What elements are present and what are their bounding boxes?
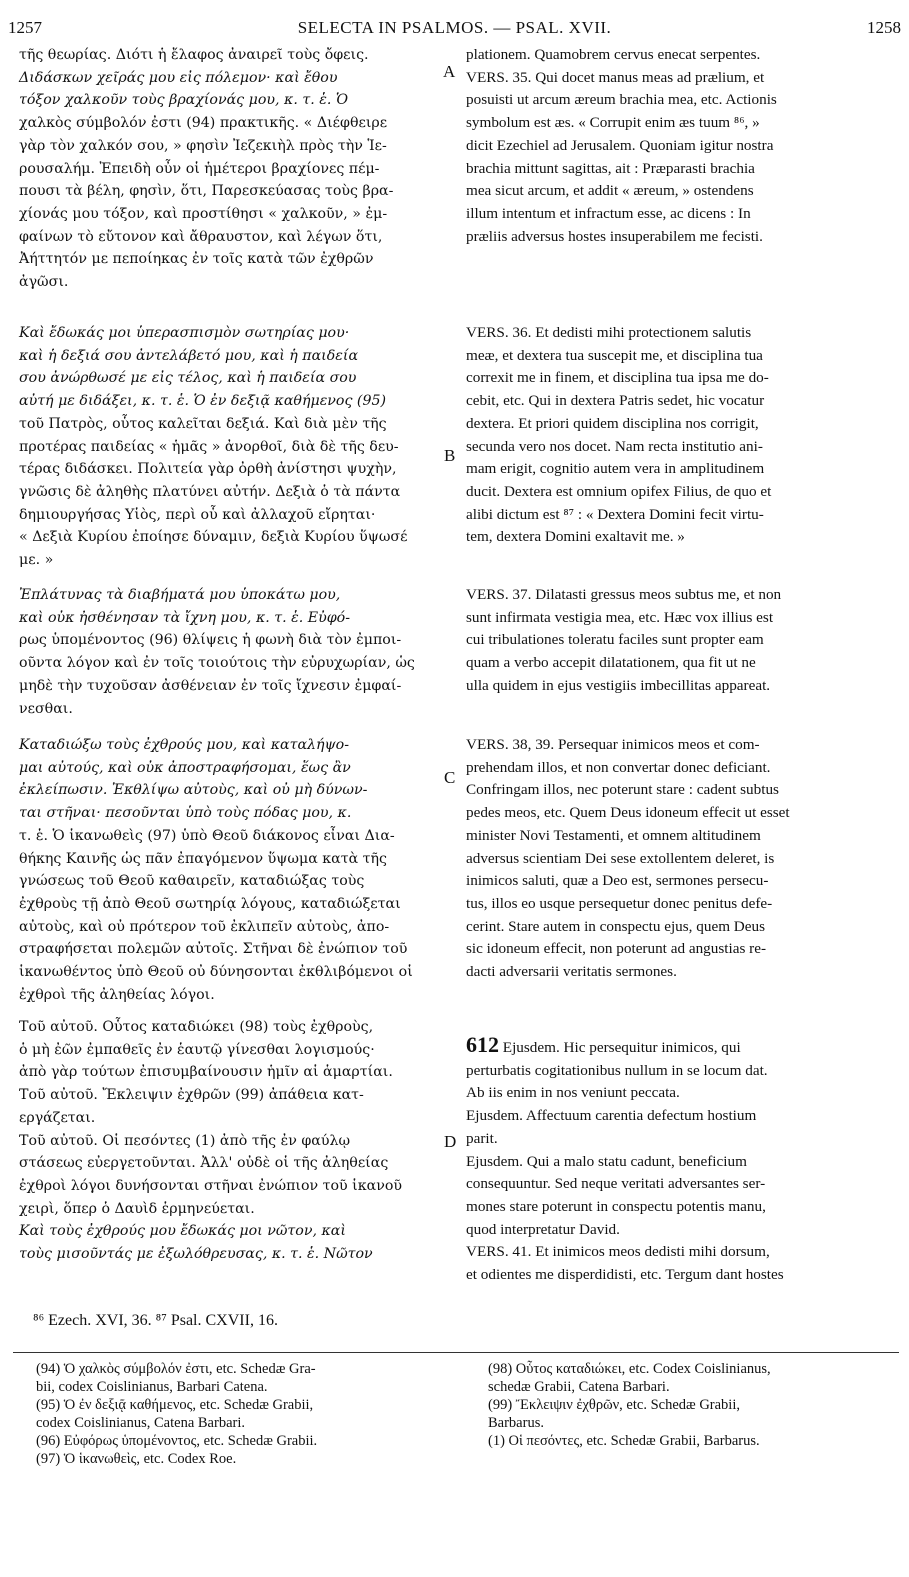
text-line: plationem. Quamobrem cervus enecat serpentes. bbox=[466, 46, 761, 63]
text-line: καὶ οὐκ ἠσθένησαν τὰ ἴχνη μου, κ. τ. ἑ. Εὐφό- bbox=[19, 609, 351, 626]
right-page-number: 1258 bbox=[867, 18, 901, 37]
greek-block-1 bbox=[19, 44, 439, 294]
text-line: τῆς θεωρίας. Διότι ἡ ἔλαφος ἀναιρεῖ τοὺς ὄφεις. bbox=[19, 47, 369, 63]
text-line: ἐχθροὶ τῆς ἀληθείας λόγοι. bbox=[19, 986, 215, 1003]
text-line: γνώσεως τοῦ Θεοῦ καθαιρεῖν, καταδιώξας τοὺς bbox=[19, 873, 365, 890]
text-line: στραφήσεται πολεμῶν αὐτοῖς. Στῆναι δὲ ἐνώπιον τοῦ bbox=[19, 941, 408, 958]
column-number: 612 bbox=[466, 1032, 499, 1057]
text-line: φαίνων τὸ εὔτονον καὶ ἄθραυστον, καὶ λέγων ὅτι, bbox=[19, 228, 383, 245]
text-line: νεσθαι. bbox=[19, 700, 73, 717]
greek-column bbox=[19, 44, 439, 1312]
text-line: dicit Ezechiel ad Jerusalem. Quoniam igitur nostra bbox=[466, 136, 774, 154]
text-line: alibi dictum est ⁸⁷ : « Dextera Domini fecit virtu- bbox=[466, 505, 764, 523]
text-line: ἐχθροὶ λόγοι δυνήσονται στῆναι ἐνώπιον τοῦ ἱκανοῦ bbox=[19, 1177, 402, 1194]
text-line: prehendam illos, et non convertar donec deficiant. bbox=[466, 758, 771, 776]
text-line: μηδὲ τὴν τυχοῦσαν ἀσθένειαν ἐν τοῖς ἴχνεσιν ἐμφαί- bbox=[19, 677, 402, 694]
greek-block-3 bbox=[19, 584, 439, 720]
text-line: αὐτοὺς, καὶ οὐ πρότερον τοῦ ἐκλιπεῖν αὐτοὺς, ἀπο- bbox=[19, 918, 390, 935]
text-line: καὶ ἡ δεξιά σου ἀντελάβετό μου, καὶ ἡ παιδεία bbox=[19, 347, 359, 364]
text-line: quod interpretatur David. bbox=[466, 1220, 620, 1238]
text-line: meæ, et dextera tua suscepit me, et disciplina tua bbox=[466, 346, 763, 364]
text-line: σου ἀνώρθωσέ με εἰς τέλος, καὶ ἡ παιδεία σου bbox=[19, 370, 357, 387]
text-line: sunt infirmata vestigia mea, etc. Hæc vox illius est bbox=[466, 608, 774, 626]
text-line: ulla quidem in ejus vestigiis imbecillitas appareat. bbox=[466, 676, 771, 694]
margin-letter-d: D bbox=[444, 1132, 457, 1151]
text-line: ἀγῶσι. bbox=[19, 274, 69, 291]
text-line: Καταδιώξω τοὺς ἐχθρούς μου, καὶ καταλήψο- bbox=[19, 737, 349, 753]
text-line: codex Coislinianus, Catena Barbari. bbox=[36, 1415, 245, 1431]
margin-letter-a: A bbox=[443, 62, 456, 81]
text-line: sic idoneum effecit, non poterunt ad angustias re- bbox=[466, 940, 767, 958]
text-line: (97) Ὁ ἱκανωθεὶς, etc. Codex Roe. bbox=[36, 1451, 237, 1467]
text-line: « Δεξιὰ Κυρίου ἐποίησε δύναμιν, δεξιὰ Κυρίου ὕψωσέ bbox=[19, 529, 408, 546]
text-line: illum intentum et infractum esse, ac dicens : In bbox=[466, 204, 751, 222]
text-line: Τοῦ αὐτοῦ. Οὗτος καταδιώκει (98) τοὺς ἐχθροὺς, bbox=[19, 1019, 374, 1035]
scripture-references: ⁸⁶ Ezech. XVI, 36. ⁸⁷ Psal. CXVII, 16. bbox=[33, 1312, 278, 1329]
text-line: γνῶσις δὲ ἀληθὴς πλατύνει αὐτήν. Δεξιὰ ὁ τὰ πάντα bbox=[19, 483, 401, 500]
text-line: cui tribulationes toleratu faciles sunt propter eam bbox=[466, 631, 764, 649]
greek-block-2 bbox=[19, 322, 439, 572]
text-line: consequuntur. Sed neque veritati adversantes ser- bbox=[466, 1175, 766, 1193]
running-title: SELECTA IN PSALMOS. — PSAL. XVII. bbox=[297, 18, 612, 37]
text-line: posuisti ut arcum æreum brachia mea, etc. Actionis bbox=[466, 91, 777, 109]
margin-letter-b: B bbox=[444, 446, 456, 465]
text-line: χαλκὸς σύμβολόν ἐστι (94) πρακτικῆς. « Διέφθειρε bbox=[19, 115, 388, 132]
text-line: (96) Εὐφόρως ὑπομένοντος, etc. Schedæ Grabii. bbox=[36, 1433, 318, 1449]
text-line: Ejusdem. Affectuum carentia defectum hostium bbox=[466, 1107, 757, 1125]
text-line: πουσι τὰ βέλη, φησὶν, ὅτι, Παρεσκεύασας τοὺς βρα- bbox=[19, 183, 394, 200]
text-line: bii, codex Coislinianus, Barbari Catena. bbox=[36, 1379, 268, 1395]
text-line: ἐκλείπωσιν. Ἐκθλίψω αὐτοὺς, καὶ οὐ μὴ δύνων- bbox=[19, 782, 368, 799]
text-line: (94) Ὁ χαλκὸς σύμβολόν ἐστι, etc. Schedæ Gra- bbox=[36, 1361, 316, 1377]
latin-column bbox=[466, 44, 884, 1312]
text-line: dacti adversarii veritatis sermones. bbox=[466, 963, 677, 981]
text-line: ρουσαλήμ. Ἐπειδὴ οὖν οἱ ἡμέτεροι βραχίονες πέμ- bbox=[19, 160, 380, 177]
text-line: στάσεως εὐεργετοῦνται. Ἀλλ' οὐδὲ οἱ τῆς ἀληθείας bbox=[19, 1155, 389, 1172]
text-line: τ. ἑ. Ὁ ἱκανωθεὶς (97) ὑπὸ Θεοῦ διάκονος εἶναι Δια- bbox=[19, 827, 395, 844]
text-line: Ejusdem. Qui a malo statu cadunt, beneficium bbox=[466, 1152, 747, 1170]
text-line: τοὺς μισοῦντάς με ἐξωλόθρευσας, κ. τ. ἑ. Νῶτον bbox=[19, 1246, 373, 1263]
text-line: cerint. Stare autem in conspectu ejus, quem Deus bbox=[466, 917, 766, 935]
latin-block-4 bbox=[466, 734, 884, 984]
text-line: τοῦ Πατρὸς, οὗτος καλεῖται δεξιά. Καὶ διὰ μὲν τῆς bbox=[19, 415, 387, 432]
text-line: adversus scientiam Dei sese extollentem deleret, is bbox=[466, 849, 775, 867]
text-line: Τοῦ αὐτοῦ. Οἱ πεσόντες (1) ἀπὸ τῆς ἐν φαύλῳ bbox=[19, 1132, 351, 1149]
text-line: (99) Ἔκλειψιν ἐχθρῶν, etc. Schedæ Grabii, bbox=[488, 1397, 740, 1413]
left-page-number: 1257 bbox=[8, 18, 42, 37]
text-line: VERS. 41. Et inimicos meos dedisti mihi dorsum, bbox=[466, 1243, 770, 1261]
text-line: quam a verbo accepit dilatationem, qua fit ut ne bbox=[466, 654, 756, 672]
text-line: χειρὶ, ὅπερ ὁ Δαυὶδ ἑρμηνεύεται. bbox=[19, 1200, 255, 1217]
latin-block-1 bbox=[466, 44, 884, 248]
text-line: (1) Οἱ πεσόντες, etc. Schedæ Grabii, Barbarus. bbox=[488, 1433, 760, 1449]
text-line: Confringam illos, nec poterunt stare : cadent subtus bbox=[466, 781, 779, 799]
text-line: ὁ μὴ ἐῶν ἐμπαθεῖς ἐν ἑαυτῷ γίνεσθαι λογισμούς· bbox=[19, 1041, 375, 1058]
text-line: γὰρ τὸν χαλκόν σου, » φησὶν Ἰεζεκιὴλ πρὸς τὴν Ἱε- bbox=[19, 137, 387, 154]
text-line: pedes meos, etc. Quem Deus idoneum effecit ut esset bbox=[466, 804, 790, 822]
text-line: Καὶ τοὺς ἐχθρούς μου ἔδωκάς μοι νῶτον, καὶ bbox=[19, 1223, 346, 1240]
text-line: θήκης Καινῆς ὡς πᾶν ἐπαγόμενον ὕψωμα κατὰ τῆς bbox=[19, 850, 387, 867]
text-line: μαι αὐτούς, καὶ οὐκ ἀποστραφήσομαι, ἕως ἂν bbox=[19, 759, 351, 776]
text-line: Διδάσκων χεῖράς μου εἰς πόλεμον· καὶ ἔθου bbox=[19, 69, 338, 86]
text-line: VERS. 37. Dilatasti gressus meos subtus me, et non bbox=[466, 586, 782, 603]
text-line: correxit me in finem, et disciplina tua ipsa me do- bbox=[466, 369, 769, 387]
footnote-divider bbox=[13, 1352, 899, 1353]
greek-block-5 bbox=[19, 1016, 439, 1266]
text-line: Καὶ ἔδωκάς μοι ὑπερασπισμὸν σωτηρίας μου· bbox=[19, 325, 350, 341]
text-line: Ejusdem. Hic persequitur inimicos, qui bbox=[502, 1039, 741, 1056]
text-line: tus, illos eo usque persequetur donec penitus defe- bbox=[466, 894, 773, 912]
text-line: et odientes me disperdidisti, etc. Tergum dant hostes bbox=[466, 1266, 784, 1284]
text-line: brachia mittunt sagittas, ait : Præparasti brachia bbox=[466, 159, 755, 177]
text-line: Ab iis enim in nos veniunt peccata. bbox=[466, 1084, 680, 1102]
text-line: δημιουργήσας Υἱὸς, περὶ οὗ καὶ ἀλλαχοῦ εἴρηται· bbox=[19, 506, 376, 523]
latin-block-5 bbox=[466, 1034, 884, 1287]
text-line: ἐχθροὺς τῇ ἀπὸ Θεοῦ σωτηρίᾳ λόγους, καταδιώξεται bbox=[19, 895, 401, 912]
text-line: mea sicut arcum, et addit « æreum, » ostendens bbox=[466, 182, 754, 200]
text-line: secunda vero nos docet. Nam recta institutio ani- bbox=[466, 437, 763, 455]
text-line: perturbatis cogitationibus nullum in se locum dat. bbox=[466, 1061, 768, 1079]
text-line: Ἀήττητόν με πεποίηκας ἐν τοῖς κατὰ τῶν ἐχθρῶν bbox=[19, 251, 374, 268]
text-line: minister Novi Testamenti, et omnem altitudinem bbox=[466, 826, 761, 844]
text-line: Barbarus. bbox=[488, 1415, 544, 1431]
text-line: VERS. 36. Et dedisti mihi protectionem salutis bbox=[466, 324, 752, 341]
text-line: ἱκανωθέντος ὑπὸ Θεοῦ οὐ δύνησονται ἐκθλιβόμενοι οἱ bbox=[19, 964, 413, 981]
text-line: VERS. 35. Qui docet manus meas ad prælium, et bbox=[466, 68, 765, 86]
text-line: με. » bbox=[19, 552, 54, 569]
text-line: tem, dextera Domini exaltavit me. » bbox=[466, 528, 685, 546]
text-line: ἀπὸ γὰρ τούτων ἐπισυμβαίνουσιν ἡμῖν αἱ ἁμαρτίαι. bbox=[19, 1064, 393, 1081]
text-line: εργάζεται. bbox=[19, 1109, 96, 1126]
text-line: cebit, etc. Qui in dextera Patris sedet, hic vocatur bbox=[466, 392, 765, 410]
text-line: ducit. Dextera est omnium opifex Filius, de quo et bbox=[466, 482, 772, 500]
text-line: Τοῦ αὐτοῦ. Ἔκλειψιν ἐχθρῶν (99) ἀπάθεια κατ- bbox=[19, 1087, 364, 1104]
text-line: τόξον χαλκοῦν τοὺς βραχίονάς μου, κ. τ. ἑ. Ὁ bbox=[19, 92, 349, 109]
greek-block-4 bbox=[19, 734, 439, 1006]
text-line: schedæ Grabii, Catena Barbari. bbox=[488, 1379, 670, 1395]
text-line: προτέρας παιδείας « ἡμᾶς » ἀνορθοῖ, διὰ δὲ τῆς δευ- bbox=[19, 438, 399, 455]
footnotes-left bbox=[36, 1360, 446, 1468]
footnotes-right bbox=[488, 1360, 898, 1450]
text-line: οῦντα λόγον καὶ ἐν τοῖς τοιούτοις τὴν εὐρυχωρίαν, ὡς bbox=[19, 655, 415, 672]
text-line: inimicos saluti, quæ a Deo est, sermones persecu- bbox=[466, 872, 769, 890]
latin-block-2 bbox=[466, 322, 884, 549]
text-line: mam erigit, cognitio autem vera in amplitudinem bbox=[466, 460, 765, 478]
text-line: præliis adversus hostes insuperabilem me fecisti. bbox=[466, 227, 763, 245]
text-line: VERS. 38, 39. Persequar inimicos meos et com- bbox=[466, 736, 760, 753]
text-line: mones stare poterunt in conspectu potentis manu, bbox=[466, 1197, 766, 1215]
latin-block-3 bbox=[466, 584, 884, 698]
text-line: αὐτή με διδάξει, κ. τ. ἑ. Ὁ ἐν δεξιᾷ καθήμενος (95) bbox=[19, 393, 387, 410]
text-line: χίονάς μου τόξον, καὶ προστίθησι « χαλκοῦν, » ἐμ- bbox=[19, 205, 388, 222]
text-line: (98) Οὗτος καταδιώκει, etc. Codex Coislinianus, bbox=[488, 1361, 771, 1377]
text-line: τέρας διδάσκει. Πολιτεία γὰρ ὀρθὴ ἀνίστησι ψυχὴν, bbox=[19, 461, 397, 478]
text-line: ρως ὑπομένοντος (96) θλίψεις ἡ φωνὴ διὰ τὸν ἐμποι- bbox=[19, 632, 402, 649]
text-line: Ἐπλάτυνας τὰ διαβήματά μου ὑποκάτω μου, bbox=[19, 587, 341, 603]
text-line: ται στῆναι· πεσοῦνται ὑπὸ τοὺς πόδας μου, κ. bbox=[19, 805, 352, 822]
margin-letter-c: C bbox=[444, 768, 456, 787]
text-line: dextera. Et priori quidem disciplina nos corrigit, bbox=[466, 414, 759, 432]
text-line: (95) Ὁ ἐν δεξιᾷ καθήμενος, etc. Schedæ Grabii, bbox=[36, 1397, 314, 1413]
text-line: parit. bbox=[466, 1129, 498, 1147]
text-line: symbolum est æs. « Corrupit enim æs tuum ⁸⁶, » bbox=[466, 114, 760, 132]
running-header bbox=[8, 18, 901, 42]
